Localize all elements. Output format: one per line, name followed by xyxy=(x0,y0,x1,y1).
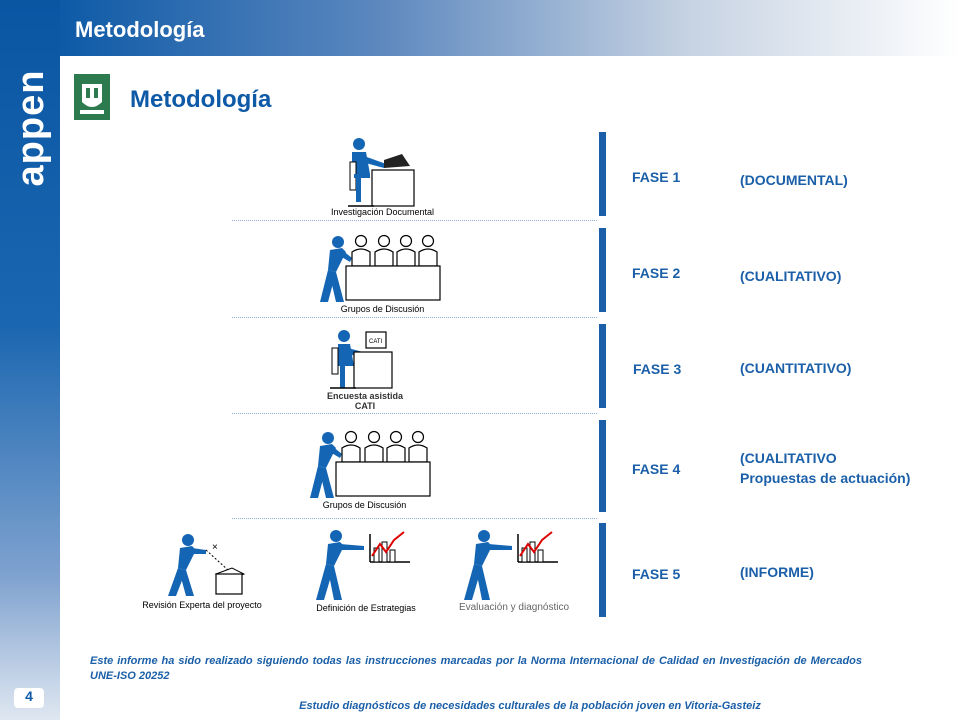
phase-4-caption: Grupos de Discusión xyxy=(322,500,407,510)
phase-5-caption-evaluation: Evaluación y diagnóstico xyxy=(458,602,570,613)
phase-3-caption: Encuesta asistida xyxy=(326,391,404,401)
phase-5-bar xyxy=(599,523,606,617)
person-at-desk-icon xyxy=(340,134,420,213)
presenter-with-chart-icon xyxy=(312,526,412,607)
phase-divider xyxy=(232,317,597,318)
phase-4-description-line2: Propuestas de actuación) xyxy=(740,470,911,486)
coat-of-arms-icon xyxy=(74,74,110,120)
svg-text:×: × xyxy=(212,542,218,553)
phase-2-description: (CUALITATIVO) xyxy=(740,268,842,284)
phase-1-label: FASE 1 xyxy=(632,169,681,185)
cati-screen-label: CATI xyxy=(369,339,383,345)
footer-title xyxy=(0,700,960,712)
phase-5-label: FASE 5 xyxy=(632,566,681,582)
presenter-with-group-icon xyxy=(296,428,432,505)
phase-2-caption: Grupos de Discusión xyxy=(340,304,425,314)
presenter-with-chart-icon xyxy=(460,526,560,607)
phase-3-description: (CUANTITATIVO) xyxy=(740,360,852,376)
phase-5-caption-review: Revisión Experta del proyecto xyxy=(142,600,262,610)
footer-text: Estudio diagnósticos de necesidades culturales de la población joven en Vitoria-Gasteiz xyxy=(299,700,761,712)
quality-footnote: Este informe ha sido realizado siguiendo todas las instrucciones marcadas por la Norma Internacional de Calidad en Investigación de Mercados UNE-ISO 20252 xyxy=(90,655,862,682)
phase-divider xyxy=(232,220,597,221)
presenter-with-group-icon xyxy=(306,232,442,309)
phase-1-description: (DOCUMENTAL) xyxy=(740,172,848,188)
phase-3-bar xyxy=(599,324,606,408)
person-at-computer-icon xyxy=(326,326,396,395)
section-title: Metodología xyxy=(75,17,205,42)
phase-4-description: (CUALITATIVO xyxy=(740,450,837,466)
page-number: 4 xyxy=(14,688,44,708)
phase-4-label: FASE 4 xyxy=(632,461,681,477)
phase-2-bar xyxy=(599,228,606,312)
phase-3-label: FASE 3 xyxy=(633,361,682,377)
phase-divider xyxy=(232,413,597,414)
phase-2-label: FASE 2 xyxy=(632,265,681,281)
phase-1-bar xyxy=(599,132,606,216)
page-title: Metodología xyxy=(130,86,272,113)
brand-logo: appen xyxy=(10,69,52,187)
person-with-box-icon xyxy=(158,530,250,603)
phase-3-caption-line2: CATI xyxy=(354,401,376,411)
phase-5-caption-strategies: Definición de Estrategias xyxy=(316,603,416,613)
phase-1-caption: Investigación Documental xyxy=(330,207,435,217)
phase-5-description: (INFORME) xyxy=(740,564,814,580)
phase-4-bar xyxy=(599,420,606,512)
phase-divider xyxy=(232,518,597,519)
